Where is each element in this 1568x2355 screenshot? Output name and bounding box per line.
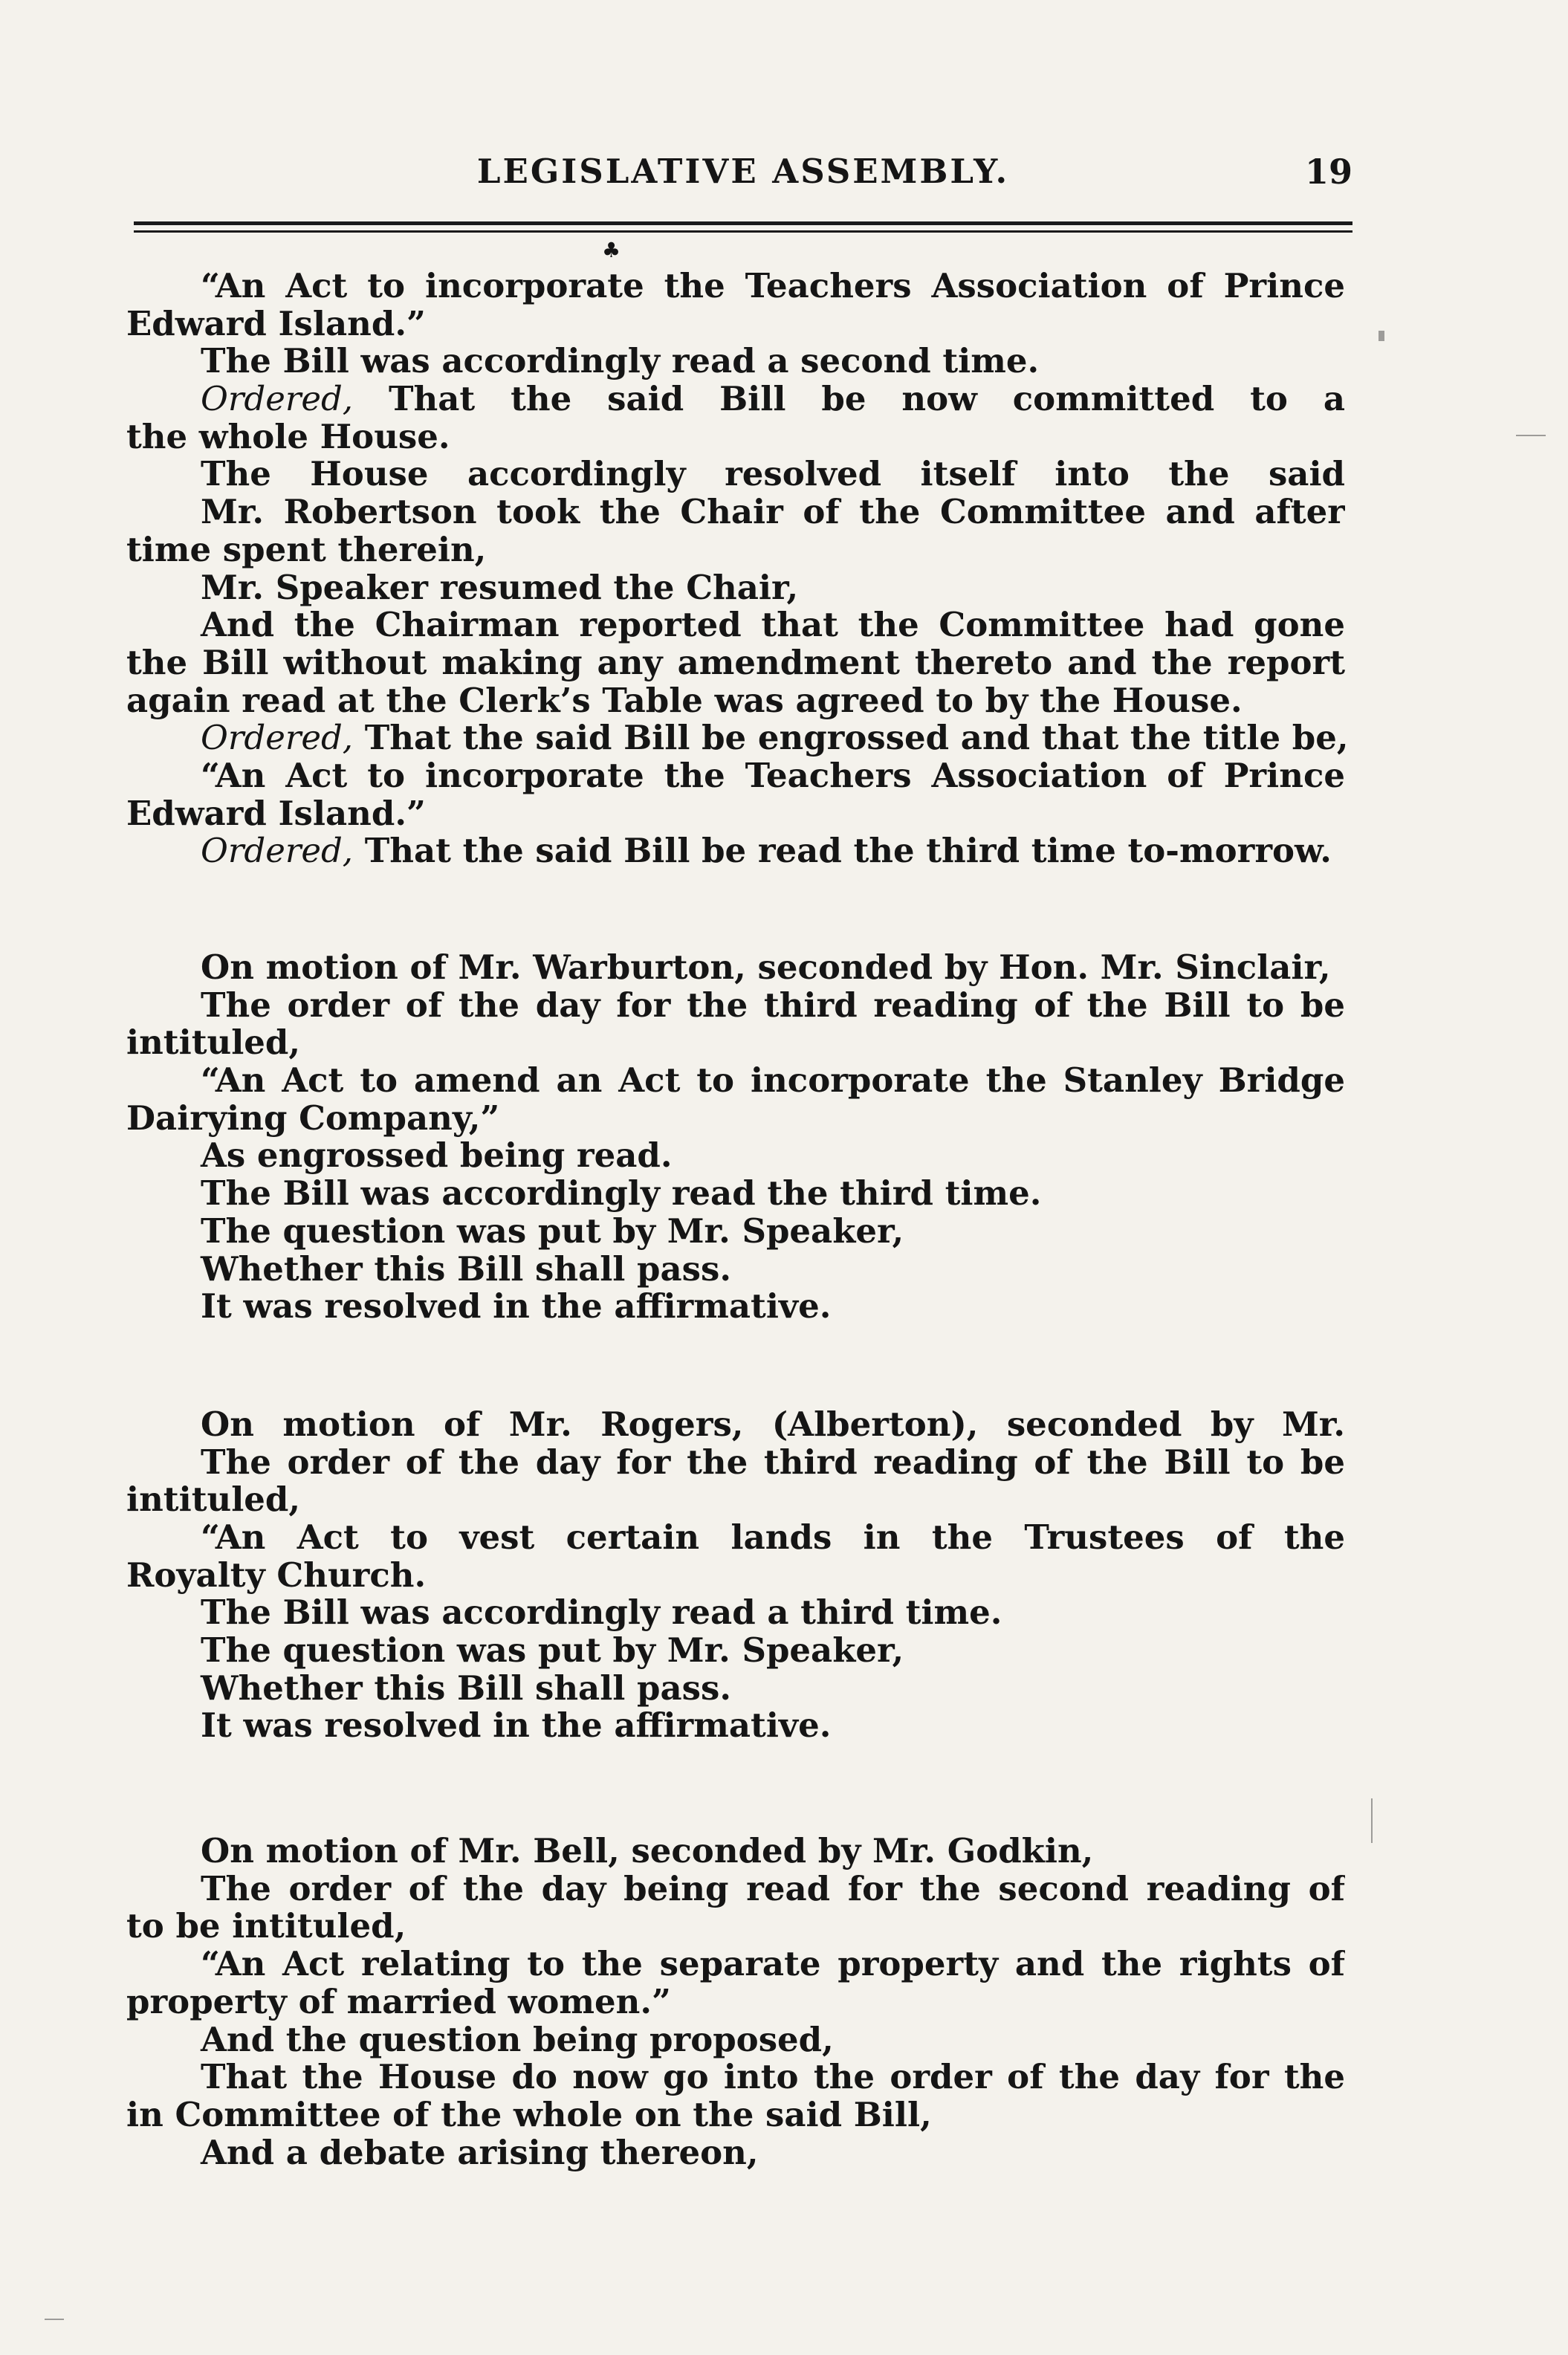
text-line xyxy=(126,1213,1345,1251)
line-text: time spent therein, xyxy=(126,529,487,569)
text-line xyxy=(126,1870,1345,1908)
line-text: The Bill was accordingly read a second time. xyxy=(201,341,1040,381)
ordered-lead: Ordered, xyxy=(201,718,354,758)
page-header xyxy=(134,152,1352,196)
line-text: again read at the Clerk’s Table was agreed to by the House. xyxy=(126,680,1243,720)
line-text: And the question being proposed, xyxy=(201,2019,834,2059)
text-line xyxy=(126,456,1345,493)
line-text: Whether this Bill shall pass. xyxy=(201,1668,732,1708)
line-text: “An Act to incorporate the Teachers Association of Prince xyxy=(201,268,1345,305)
line-text: That the said Bill be read the third time to-morrow. xyxy=(353,831,1332,871)
line-text: in Committee of the whole on the said Bill, xyxy=(126,2094,932,2134)
text-line xyxy=(126,606,1345,644)
text-line xyxy=(126,418,1345,456)
header-rule xyxy=(134,221,1352,225)
text-line xyxy=(126,268,1345,305)
text-line xyxy=(126,2134,1345,2172)
text-line xyxy=(126,1707,1345,1745)
line-text: Whether this Bill shall pass. xyxy=(201,1248,732,1289)
header-rule-thin xyxy=(134,230,1352,233)
line-text: The order of the day for the third reading of the Bill to be xyxy=(201,1443,1345,1482)
text-line xyxy=(126,1632,1345,1670)
line-text: That the said Bill be engrossed and that the title be, xyxy=(353,718,1349,758)
line-text: The Bill was accordingly read a third time. xyxy=(201,1593,1002,1633)
line-text: “An Act to amend an Act to incorporate the Stanley Bridge xyxy=(201,1062,1345,1100)
print-speck xyxy=(1516,435,1546,436)
line-text: property of married women.” xyxy=(126,1981,671,2021)
line-text: the whole House. xyxy=(126,416,450,456)
line-text: Edward Island.” xyxy=(126,793,426,833)
text-line xyxy=(126,1137,1345,1175)
text-line xyxy=(126,1670,1345,1708)
text-line xyxy=(126,1519,1345,1557)
block-spacer xyxy=(126,870,1345,949)
line-text: On motion of Mr. Bell, seconded by Mr. Godkin, xyxy=(201,1831,1094,1871)
text-line xyxy=(126,718,1349,758)
line-text: “An Act relating to the separate property and the rights of xyxy=(201,1946,1345,1983)
proceeding-block-stanley-bridge xyxy=(126,949,1345,1326)
text-line xyxy=(126,2058,1345,2096)
text-line xyxy=(126,2021,1345,2059)
line-text: The House accordingly resolved itself into the said xyxy=(201,456,1345,494)
text-line xyxy=(126,1833,1345,1870)
line-text: That the House do now go into the order of the day for the xyxy=(201,2058,1345,2096)
ordered-lead: Ordered, xyxy=(201,380,354,418)
block-spacer xyxy=(126,1745,1345,1833)
text-line xyxy=(126,1062,1345,1100)
text-line xyxy=(126,1908,1345,1946)
text-line xyxy=(126,1594,1345,1632)
line-text: Edward Island.” xyxy=(126,303,426,343)
line-text: And the Chairman reported that the Committee had gone xyxy=(201,606,1345,644)
proceeding-block-teachers xyxy=(126,268,1349,871)
proceeding-block-princetown xyxy=(126,1406,1345,1745)
line-text: Mr. Robertson took the Chair of the Committee and after xyxy=(201,493,1345,531)
print-speck xyxy=(1379,331,1384,341)
text-line xyxy=(126,531,1345,569)
text-line xyxy=(126,757,1345,795)
text-line xyxy=(126,343,1345,380)
text-line xyxy=(126,569,1345,607)
print-speck xyxy=(1371,1798,1373,1843)
page-number: 19 xyxy=(1304,152,1352,192)
text-line xyxy=(126,1100,1345,1138)
line-text: The question was put by Mr. Speaker, xyxy=(201,1211,904,1251)
line-text: “An Act to vest certain lands in the Trustees of the xyxy=(201,1518,1345,1557)
block-spacer xyxy=(126,1326,1345,1406)
text-line xyxy=(126,380,1345,418)
line-text: As engrossed being read. xyxy=(201,1136,673,1176)
line-text: The order of the day for the third reading of the Bill to be xyxy=(201,986,1345,1025)
text-line xyxy=(126,1406,1345,1444)
line-text: It was resolved in the affirmative. xyxy=(201,1705,832,1746)
text-line xyxy=(126,1481,1345,1519)
line-text: On motion of Mr. Warburton, seconded by Hon. Mr. Sinclair, xyxy=(201,947,1331,987)
text-line xyxy=(126,1175,1345,1213)
line-text: That the said Bill be now committed to a xyxy=(389,380,1345,418)
text-line xyxy=(126,1444,1345,1482)
line-text: to be intituled, xyxy=(126,1906,406,1946)
line-text: On motion of Mr. Rogers, (Alberton), seconded by Mr. xyxy=(201,1405,1345,1444)
text-line xyxy=(126,1946,1345,1983)
line-text: Dairying Company,” xyxy=(126,1098,500,1138)
text-line xyxy=(126,1248,1345,1289)
print-speck xyxy=(45,2319,64,2320)
line-text: The order of the day being read for the second reading of xyxy=(201,1870,1345,1908)
running-head: LEGISLATIVE ASSEMBLY. xyxy=(476,152,1010,191)
text-line xyxy=(126,305,1345,343)
line-text: Royalty Church. xyxy=(126,1555,427,1595)
text-line xyxy=(126,1024,1345,1062)
text-line xyxy=(126,987,1345,1025)
line-text: “An Act to incorporate the Teachers Association of Prince xyxy=(201,757,1345,795)
text-line xyxy=(126,644,1345,682)
line-text: The question was put by Mr. Speaker, xyxy=(201,1630,904,1670)
text-line xyxy=(126,493,1345,531)
printer-ornament-icon: ♣ xyxy=(602,238,621,262)
ordered-lead: Ordered, xyxy=(201,831,354,871)
text-line xyxy=(126,1288,1345,1326)
line-text: intituled, xyxy=(126,1023,301,1063)
line-text: And a debate arising thereon, xyxy=(201,2132,759,2172)
line-text: Mr. Speaker resumed the Chair, xyxy=(201,567,799,607)
line-text: It was resolved in the affirmative. xyxy=(201,1286,832,1326)
proceeding-block-married-women xyxy=(126,1833,1345,2171)
text-line xyxy=(126,2096,1345,2134)
page-body xyxy=(126,268,1349,2172)
text-line xyxy=(126,1983,1345,2021)
text-line xyxy=(126,1557,1345,1595)
line-text: the Bill without making any amendment thereto and the report xyxy=(126,644,1345,682)
line-text: intituled, xyxy=(126,1480,301,1520)
line-text: The Bill was accordingly read the third time. xyxy=(201,1173,1042,1214)
text-line xyxy=(126,795,1345,833)
text-line xyxy=(126,949,1345,987)
text-line xyxy=(126,832,1345,870)
text-line xyxy=(126,682,1345,720)
